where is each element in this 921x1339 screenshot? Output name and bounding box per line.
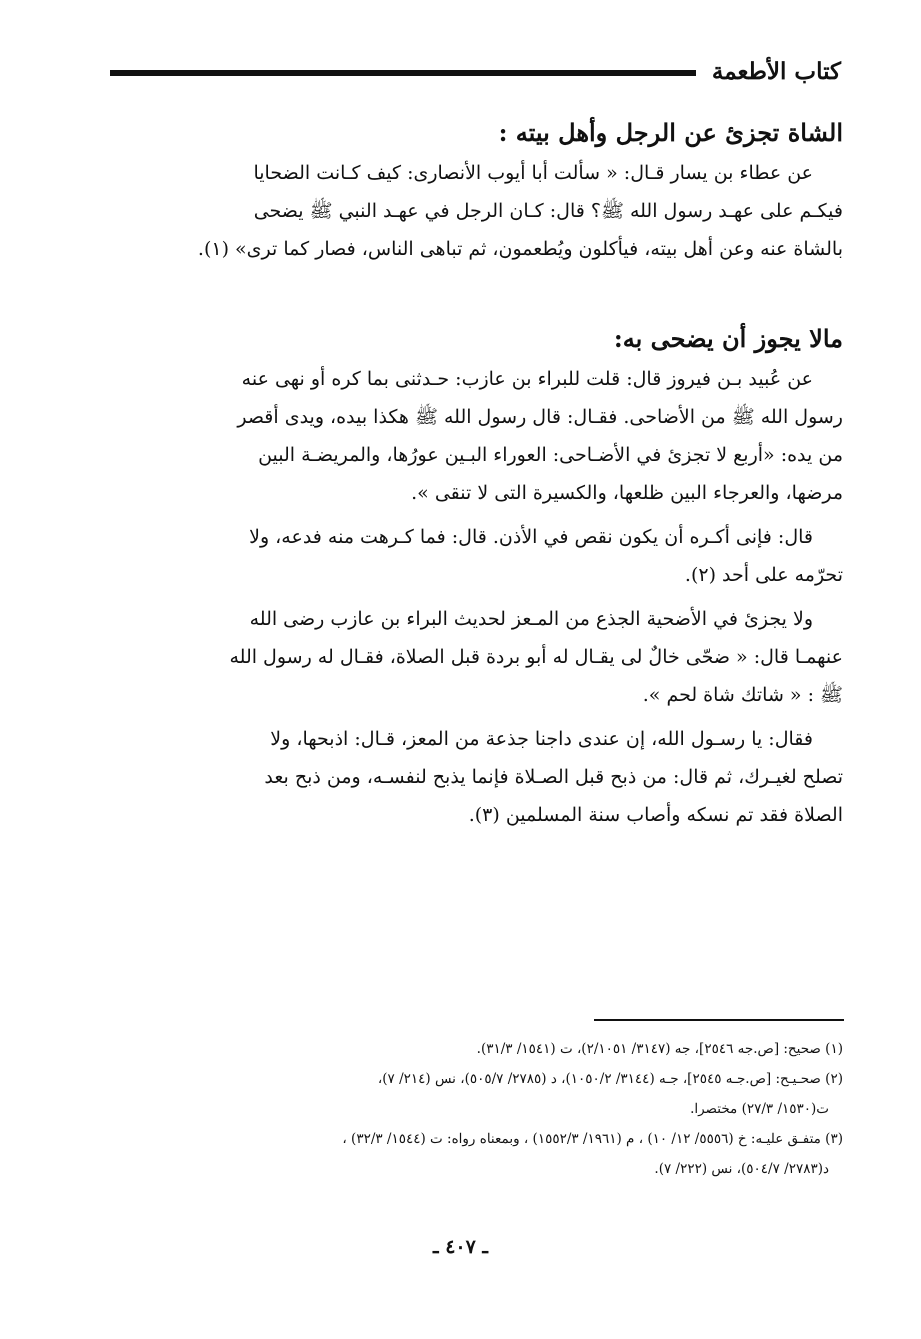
footnote-3-continuation: د(٢٧٨٣/ ٥٠٤/٧)، نس (٢٢٢/ ٧).: [654, 1161, 829, 1177]
paragraph: [108, 154, 843, 268]
paragraph: [108, 600, 843, 714]
page-number: ـ ٤٠٧ ـ: [433, 1236, 488, 1258]
text-line: تصلح لغيـرك، ثم قال: من ذبح قبل الصـلاة فإنما يذبح لنفسـه، ومن ذبح بعد: [264, 766, 843, 788]
text-line: ولا يجزئ في الأضحية الجذع من المـعز لحديث البراء بن عازب رضى الله: [249, 608, 813, 630]
text-line: من يده: «أربع لا تجزئ في الأضـاحى: العوراء البـين عورُها، والمريضـة البين: [258, 444, 843, 466]
running-header: [110, 50, 841, 90]
text-line: عن عطاء بن يسار قـال: « سألت أبا أيوب الأنصارى: كيف كـانت الضحايا: [253, 162, 813, 184]
footnotes: [108, 1034, 843, 1184]
footnote-separator: [594, 1019, 844, 1021]
paragraph: [108, 360, 843, 512]
section-heading: الشاة تجزئ عن الرجل وأهل بيته :: [498, 118, 843, 147]
footnote-2-continuation: ت(١٥٣٠/ ٢٧/٣) مختصرا.: [690, 1101, 829, 1117]
text-line: الصلاة فقد تم نسكه وأصاب سنة المسلمين (٣).: [468, 804, 843, 826]
text-line: بالشاة عنه وعن أهل بيته، فيأكلون ويُطعمون، ثم تباهى الناس، فصار كما ترى» (١).: [197, 238, 843, 260]
text-line: عنهمـا قال: « ضحّى خالٌ لى يقـال له أبو بردة قبل الصلاة، فقـال له رسول الله: [229, 646, 843, 668]
section-heading: مالا يجوز أن يضحى به:: [613, 324, 843, 353]
footnote-3: (٣) متفـق عليـه: خ (٥٥٥٦/ ١٢/ ١٠) ، م (١٩٦١/ ١٥٥٢/٣) ، وبمعناه رواه: ت (١٥٤٤/ ٣٢/٣) ،: [342, 1131, 843, 1147]
text-line: ﷺ : « شاتك شاة لحم ».: [642, 684, 843, 706]
main-text: [108, 112, 843, 834]
text-line: تحرّمه على أحد (٢).: [684, 564, 843, 586]
header-rule: [110, 70, 696, 76]
paragraph: [108, 518, 843, 594]
text-line: فقال: يا رسـول الله، إن عندى داجنا جذعة من المعز، قـال: اذبحها، ولا: [270, 728, 813, 750]
text-line: قال: فإنى أكـره أن يكون نقص في الأذن. قال: فما كـرهت منه فدعه، ولا: [249, 526, 813, 548]
text-line: رسول الله ﷺ من الأضاحى. فقـال: قال رسول الله ﷺ هكذا بيده، ويدى أقصر: [237, 406, 843, 428]
footnote-2: (٢) صحـيـح: [ص.جـه ٢٥٤٥]، جـه (٣١٤٤/ ١٠٥٠/٢)، د (٢٧٨٥/ ٥٠٥/٧)، نس (٢١٤/ ٧)،: [377, 1071, 843, 1087]
footnote-1: (١) صحيح: [ص.جه ٢٥٤٦]، جه (٣١٤٧/ ٢/١٠٥١)، ت (١٥٤١/ ٣١/٣).: [476, 1041, 843, 1057]
paragraph: [108, 720, 843, 834]
text-line: فيكـم على عهـد رسول الله ﷺ؟ قال: كـان الرجل في عهـد النبي ﷺ يضحى: [253, 200, 843, 222]
text-line: مرضها، والعرجاء البين ظلعها، والكسيرة التى لا تنقى ».: [411, 482, 843, 504]
text-line: عن عُبيد بـن فيروز قال: قلت للبراء بن عازب: حـدثنى بما كره أو نهى عنه: [241, 368, 813, 390]
book-title: كتاب الأطعمة: [711, 58, 841, 85]
